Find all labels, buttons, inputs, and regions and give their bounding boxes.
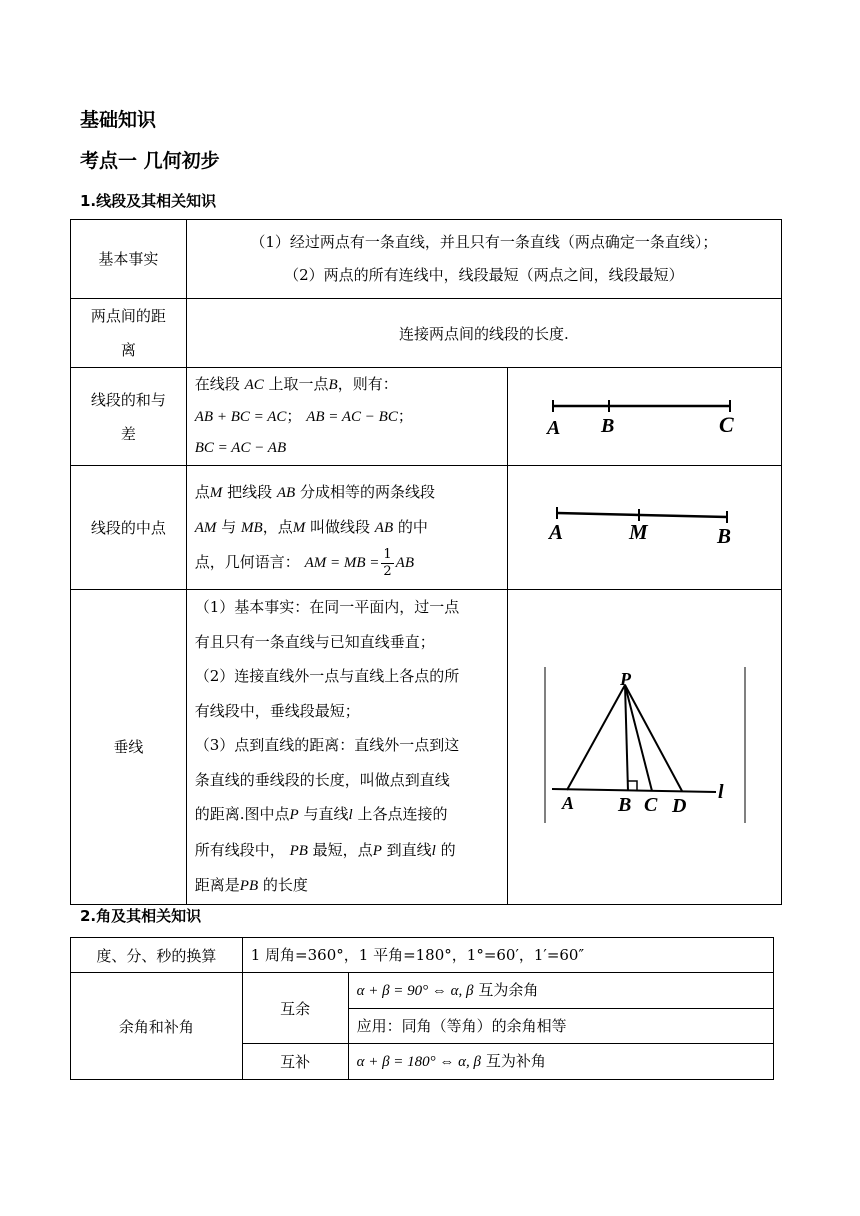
label-distance-a: 两点间的距 bbox=[90, 307, 166, 325]
segment-abc-figure bbox=[545, 390, 745, 440]
label-basic-facts: 基本事实 bbox=[71, 220, 187, 299]
segment-table bbox=[70, 219, 782, 905]
perp-line-3: （2）连接直线外一点与直线上各点的所 bbox=[194, 667, 460, 685]
perp-line-9: 距离是PB 的长度 bbox=[194, 876, 308, 894]
perp-line-8: 所有线段中， PB 最短，点P 到直线l 的 bbox=[194, 840, 456, 859]
units-conversion: 1 周角=360°，1 平角=180°，1°=60′，1′=60″ bbox=[242, 938, 773, 973]
midpoint-line-2: AM 与 MB，点M 叫做线段 AB 的中 bbox=[194, 518, 428, 536]
point-b-label: B bbox=[617, 793, 631, 816]
perp-line-7: 的距离.图中点P 与直线l 上各点连接的 bbox=[194, 805, 448, 823]
label-comp-supp: 余角和补角 bbox=[71, 973, 243, 1080]
heading-basic-knowledge: 基础知识 bbox=[80, 109, 157, 131]
row-units bbox=[71, 938, 774, 973]
perpendicular-figure bbox=[540, 665, 750, 825]
label-distance-b: 离 bbox=[120, 341, 136, 359]
point-d-label: D bbox=[671, 794, 687, 817]
row-distance bbox=[71, 299, 782, 368]
label-supplementary: 互补 bbox=[242, 1044, 348, 1080]
line-l-label: l bbox=[717, 780, 724, 803]
fraction-one-half: $\frac{1}{2}$ bbox=[383, 546, 392, 579]
complementary-formula: α + β = 90° ⇔ α, β 互为余角 bbox=[348, 973, 773, 1009]
midpoint-line-3: 点，几何语言： AM = MB = $\frac{1}{2}$ AB bbox=[194, 546, 414, 579]
complementary-application: 应用：同角（等角）的余角相等 bbox=[348, 1009, 773, 1044]
segment-ab-line bbox=[557, 513, 727, 517]
label-perpendicular: 垂线 bbox=[71, 590, 187, 905]
point-c-label: C bbox=[718, 411, 734, 437]
label-midpoint: 线段的中点 bbox=[71, 466, 187, 590]
perp-line-6: 条直线的垂线段的长度，叫做点到直线 bbox=[194, 770, 450, 789]
point-b-label: B bbox=[600, 414, 614, 437]
basic-fact-2: （2）两点的所有连线中，线段最短（两点之间，线段最短） bbox=[284, 266, 684, 284]
row-complementary bbox=[71, 973, 774, 1009]
line-l bbox=[552, 789, 716, 792]
distance-definition: 连接两点间的线段的长度. bbox=[186, 299, 781, 368]
sum-equations: AB + BC = AC； AB = AC − BC； bbox=[194, 407, 413, 425]
point-a-label: A bbox=[548, 519, 563, 544]
point-b-label: B bbox=[716, 523, 731, 548]
perp-line-1: （1）基本事实：在同一平面内，过一点 bbox=[194, 598, 460, 616]
heading-topic-one: 考点一 几何初步 bbox=[80, 150, 220, 172]
label-sum-b: 差 bbox=[120, 424, 136, 443]
label-sum-a: 线段的和与 bbox=[90, 390, 166, 409]
label-units: 度、分、秒的换算 bbox=[71, 938, 243, 973]
section1-title: 1.线段及其相关知识 bbox=[80, 192, 217, 210]
row-sum-diff bbox=[71, 368, 782, 466]
perp-line-2: 有且只有一条直线与已知直线垂直； bbox=[194, 632, 435, 651]
perp-line-5: （3）点到直线的距离：直线外一点到这 bbox=[194, 736, 460, 754]
point-m-label: M bbox=[628, 519, 648, 544]
row-perpendicular bbox=[71, 590, 782, 905]
midpoint-line-1: 点M 把线段 AB 分成相等的两条线段 bbox=[194, 483, 435, 501]
row-midpoint bbox=[71, 466, 782, 590]
point-a-label: A bbox=[546, 416, 560, 439]
row-basic-facts bbox=[71, 220, 782, 299]
sum-intro: 在线段 AC 上取一点B，则有： bbox=[194, 375, 398, 393]
point-a-label: A bbox=[561, 792, 574, 813]
segment-pa bbox=[567, 685, 625, 790]
diff-equation: BC = AC − AB bbox=[194, 440, 287, 456]
point-c-label: C bbox=[643, 793, 657, 816]
angle-table bbox=[70, 937, 774, 1080]
segment-pb bbox=[625, 685, 628, 791]
perp-line-4: 有线段中，垂线段最短； bbox=[194, 701, 360, 720]
segment-pd bbox=[625, 685, 682, 791]
basic-fact-1: （1）经过两点有一条直线，并且只有一条直线（两点确定一条直线）； bbox=[250, 233, 718, 251]
supplementary-formula: α + β = 180° ⇔ α, β 互为补角 bbox=[348, 1044, 773, 1080]
label-complementary: 互余 bbox=[242, 973, 348, 1044]
section2-title: 2.角及其相关知识 bbox=[80, 907, 202, 925]
point-p-label: P bbox=[619, 668, 631, 689]
segment-amb-figure bbox=[545, 501, 745, 551]
segment-pc bbox=[625, 685, 652, 791]
